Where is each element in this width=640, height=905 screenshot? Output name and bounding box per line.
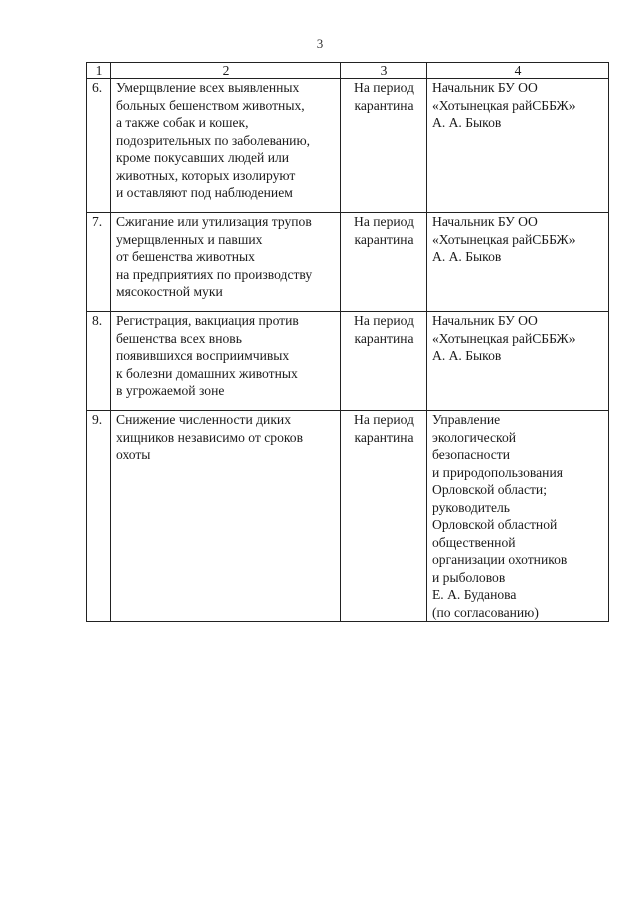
table-header-row	[87, 63, 609, 79]
period-line: карантина	[354, 429, 414, 445]
action-line: мясокостной муки	[116, 284, 223, 299]
action-line: охоты	[116, 447, 151, 462]
responsible-line: безопасности	[432, 447, 511, 462]
table-row	[87, 213, 609, 312]
period-line: карантина	[354, 330, 414, 346]
responsible-line: Орловской области;	[432, 482, 547, 497]
row-number: 7.	[87, 213, 111, 312]
action-cell	[111, 312, 341, 411]
responsible-cell	[427, 213, 609, 312]
action-cell	[111, 213, 341, 312]
action-line: бешенства всех вновь	[116, 330, 242, 346]
action-line: умерщвленных и павших	[116, 231, 263, 247]
action-line: к болезни домашних животных	[116, 365, 298, 381]
row-number: 9.	[87, 411, 111, 622]
action-line: Регистрация, вакциация против	[116, 313, 299, 328]
action-line: появившихся восприимчивых	[116, 348, 290, 363]
action-cell	[111, 411, 341, 622]
responsible-line: организации охотников	[432, 552, 568, 567]
responsible-line: руководитель	[432, 499, 511, 515]
action-line: от бешенства животных	[116, 249, 255, 264]
period-cell	[341, 213, 427, 312]
responsible-line: и природопользования	[432, 464, 563, 480]
responsible-line: «Хотынецкая райСББЖ»	[432, 231, 576, 247]
responsible-line: Начальник БУ ОО	[432, 80, 538, 95]
responsible-line: А. А. Быков	[432, 115, 502, 130]
period-line: карантина	[354, 231, 414, 247]
table-row	[87, 411, 609, 622]
responsible-line: А. А. Быков	[432, 348, 502, 363]
action-line: Умерщвление всех выявленных	[116, 80, 300, 95]
period-line: На период	[354, 214, 414, 229]
action-cell	[111, 79, 341, 213]
action-line: на предприятиях по производству	[116, 266, 313, 282]
responsible-line: Е. А. Буданова	[432, 587, 517, 602]
action-line: кроме покусавших людей или	[116, 150, 290, 165]
table-row	[87, 312, 609, 411]
responsible-cell	[427, 312, 609, 411]
responsible-line: экологической	[432, 429, 517, 445]
row-number: 6.	[87, 79, 111, 213]
responsible-line: «Хотынецкая райСББЖ»	[432, 97, 576, 113]
responsible-cell	[427, 411, 609, 622]
responsible-cell	[427, 79, 609, 213]
action-line: больных бешенством животных,	[116, 97, 305, 113]
row-number: 8.	[87, 312, 111, 411]
responsible-line: Начальник БУ ОО	[432, 313, 538, 328]
column-header-1: 1	[87, 63, 111, 79]
action-line: и оставляют под наблюдением	[116, 185, 293, 200]
responsible-line: (по согласованию)	[432, 604, 539, 620]
responsible-line: Начальник БУ ОО	[432, 214, 538, 229]
responsible-line: и рыболовов	[432, 569, 506, 585]
measures-table	[86, 62, 609, 622]
responsible-line: общественной	[432, 534, 516, 550]
responsible-line: Орловской областной	[432, 517, 558, 532]
responsible-line: «Хотынецкая райСББЖ»	[432, 330, 576, 346]
column-header-4: 4	[427, 63, 609, 79]
table-row	[87, 79, 609, 213]
period-cell	[341, 411, 427, 622]
action-line: подозрительных по заболеванию,	[116, 132, 310, 148]
action-line: а также собак и кошек,	[116, 115, 249, 130]
period-cell	[341, 79, 427, 213]
column-header-2: 2	[111, 63, 341, 79]
action-line: Сжигание или утилизация трупов	[116, 214, 312, 229]
action-line: хищников независимо от сроков	[116, 429, 304, 445]
period-line: На период	[354, 313, 414, 328]
action-line: в угрожаемой зоне	[116, 383, 225, 398]
action-line: Снижение численности диких	[116, 412, 292, 427]
action-line: животных, которых изолируют	[116, 167, 296, 183]
page-number: 3	[316, 36, 324, 51]
period-line: На период	[354, 80, 414, 95]
period-line: карантина	[354, 97, 414, 113]
period-line: На период	[354, 412, 414, 427]
responsible-line: Управление	[432, 412, 501, 427]
period-cell	[341, 312, 427, 411]
responsible-line: А. А. Быков	[432, 249, 502, 264]
column-header-3: 3	[341, 63, 427, 79]
